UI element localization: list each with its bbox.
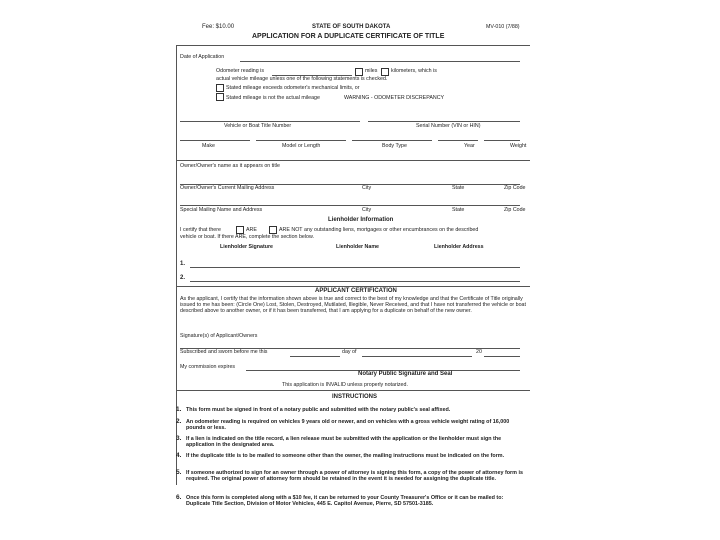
make-label: Make (202, 143, 215, 149)
instructions-heading: INSTRUCTIONS (332, 394, 377, 400)
instruction-1-number: 1. (176, 406, 182, 413)
certification-heading: APPLICANT CERTIFICATION (315, 288, 397, 294)
lienholder-address-col: Lienholder Address (434, 244, 484, 250)
instruction-4-number: 4. (176, 452, 182, 459)
lien-row-1-number: 1. (180, 261, 186, 267)
lienholder-heading: Lienholder Information (328, 217, 394, 223)
odometer-note: actual vehicle mileage unless one of the following statements is checked. (216, 76, 388, 82)
date-label: Date of Application (180, 54, 225, 60)
special-city-label: City (362, 207, 372, 213)
fee-label: Fee: $10.00 (202, 24, 235, 30)
not-actual-label: Stated mileage is not the actual mileage (226, 95, 320, 101)
exceeds-limits-checkbox[interactable] (216, 84, 224, 92)
applicant-signatures-label: Signature(s) of Applicant/Owners (180, 333, 258, 339)
special-state-label: State (452, 207, 465, 213)
instruction-3-number: 3. (176, 435, 182, 442)
lien-row-1-field[interactable] (190, 267, 520, 268)
lienholder-name-col: Lienholder Name (336, 244, 379, 250)
instructions-divider (176, 390, 530, 391)
mailing-city-label: City (362, 185, 372, 191)
application-form (172, 20, 536, 528)
date-field[interactable] (240, 61, 520, 62)
title-number-field[interactable] (180, 121, 360, 122)
serial-number-label: Serial Number (VIN or HIN) (416, 123, 481, 129)
not-actual-checkbox[interactable] (216, 93, 224, 101)
model-field[interactable] (256, 140, 346, 141)
special-address-label: Special Mailing Name and Address (180, 207, 263, 213)
mailing-address-label: Owner/Owner's Current Mailing Address (180, 185, 275, 191)
day-field[interactable] (290, 356, 340, 357)
year-suffix-field[interactable] (484, 356, 520, 357)
subscribed-label: Subscribed and sworn before me this (180, 349, 268, 355)
weight-field[interactable] (484, 140, 520, 141)
commission-label: My commission expires (180, 364, 236, 370)
form-number: MV-010 (7/88) (486, 24, 520, 30)
lien-row-2-field[interactable] (190, 281, 520, 282)
mailing-zip-label: Zip Code (504, 185, 526, 191)
certification-text: As the applicant, I certify that the information shown above is true and correct to the best of my knowledge and that the Certificate of Title originally issued to me has been: (Circle One) Lost, Stolen, Destroyed, Mutilated, Illegible, Never Received, and that I have not transferred the vehicle or boat described above to another owner, or if it has been transferred, that I am applying for a duplicate on behalf of the new owner. (180, 296, 526, 315)
form-border-top (176, 45, 530, 46)
odometer-label: Odometer reading is (216, 68, 264, 74)
exceeds-limits-label: Stated mileage exceeds odometer's mechanical limits, or (226, 85, 360, 91)
make-field[interactable] (180, 140, 250, 141)
year-label: Year (464, 143, 475, 149)
day-of-label: day of (342, 349, 357, 355)
notary-signature-label: Notary Public Signature and Seal (358, 371, 453, 377)
section-divider (176, 160, 530, 161)
kilometers-label: kilometers, which is (391, 68, 437, 74)
instruction-4-text: If the duplicate title is to be mailed to someone other than the owner, the mailing instructions must be indicated on the form. (186, 453, 505, 459)
certify-text-start: I certify that there (180, 227, 221, 233)
kilometers-checkbox[interactable] (381, 68, 389, 76)
miles-label: miles (365, 68, 378, 74)
month-field[interactable] (362, 356, 472, 357)
are-not-checkbox[interactable] (269, 226, 277, 234)
certify-text-end: vehicle or boat. If there ARE, complete the section below. (180, 234, 314, 240)
certify-text-mid: any outstanding liens, mortgages or other encumbrances on the described (304, 227, 479, 233)
special-zip-label: Zip Code (504, 207, 526, 213)
are-label: ARE (246, 227, 257, 233)
are-checkbox[interactable] (236, 226, 244, 234)
instruction-1-text: This form must be signed in front of a notary public and submitted with the notary public's seal affixed. (186, 407, 451, 413)
instruction-3-text: If a lien is indicated on the title record, a lien release must be submitted with the application or the lienholder must sign the application in the designated area. (186, 436, 502, 449)
special-mailing-field[interactable] (180, 205, 520, 206)
serial-number-field[interactable] (368, 121, 520, 122)
certification-divider (176, 286, 530, 287)
invalid-notice: This application is INVALID unless properly notarized. (282, 382, 408, 388)
instruction-5-number: 5. (176, 469, 182, 476)
mailing-state-label: State (452, 185, 465, 191)
year-field[interactable] (438, 140, 478, 141)
body-type-label: Body Type (382, 143, 407, 149)
instruction-2-number: 2. (176, 418, 182, 425)
form-title: APPLICATION FOR A DUPLICATE CERTIFICATE OF TITLE (252, 33, 445, 40)
lien-row-2-number: 2. (180, 275, 186, 281)
model-label: Model or Length (282, 143, 321, 149)
instruction-6-text: Once this form is completed along with a $10 fee, it can be returned to your County Treasurer's Office or it can be mailed to: Duplicate Title Section, Division of Motor Vehicles, 445 E. Capitol Avenue, Pierre, SD 57501-3185. (186, 495, 504, 508)
lienholder-signature-col: Lienholder Signature (220, 244, 273, 250)
miles-checkbox[interactable] (355, 68, 363, 76)
are-not-label: ARE NOT (279, 227, 303, 233)
body-type-field[interactable] (352, 140, 432, 141)
owner-name-label: Owner/Owner's name as it appears on title (180, 163, 280, 169)
instruction-5-text: If someone authorized to sign for an owner through a power of attorney is signing this form, a copy of the power of attorney form is required. The original power of attorney form should be retained in the event it is needed for assigning the duplicate title. (186, 470, 523, 483)
weight-label: Weight (510, 143, 527, 149)
title-number-label: Vehicle or Boat Title Number (224, 123, 292, 129)
instruction-6-number: 6. (176, 494, 182, 501)
state-name: STATE OF SOUTH DAKOTA (312, 24, 391, 30)
instruction-2-text: An odometer reading is required on vehicles 9 years old or newer, and on vehicles with a gross vehicle weight rating of 16,000 pounds or less. (186, 419, 510, 432)
odometer-warning: WARNING - ODOMETER DISCREPANCY (344, 95, 445, 101)
year-prefix: 20 (476, 349, 482, 355)
